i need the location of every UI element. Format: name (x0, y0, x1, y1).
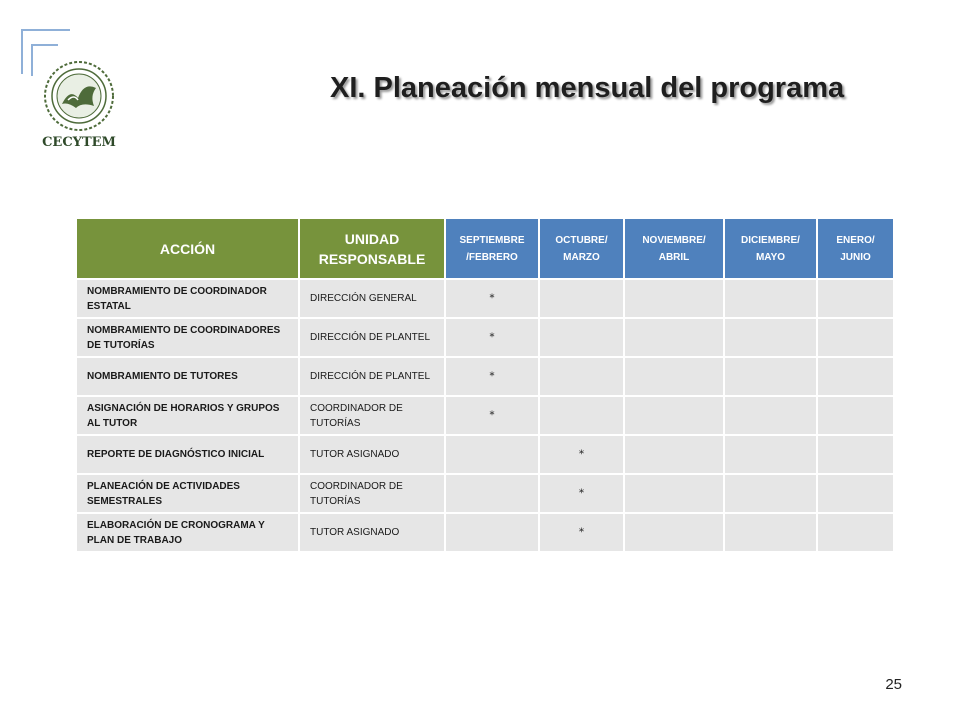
mark-cell (817, 357, 894, 396)
page-title: XI. Planeación mensual del programa (330, 72, 845, 104)
mark-cell (817, 474, 894, 513)
mark-cell (724, 396, 817, 435)
mark-cell (724, 318, 817, 357)
mark-cell (539, 318, 624, 357)
mark-cell (724, 474, 817, 513)
unidad-cell: COORDINADOR DE TUTORÍAS (299, 474, 445, 513)
header-septiembre-febrero: SEPTIEMBRE /FEBRERO (445, 218, 539, 279)
accion-cell: NOMBRAMIENTO DE TUTORES (76, 357, 299, 396)
mark-cell (724, 513, 817, 552)
mark-cell (624, 357, 724, 396)
mark-cell: * (445, 396, 539, 435)
mark-cell (624, 396, 724, 435)
header-noviembre-abril: NOVIEMBRE/ ABRIL (624, 218, 724, 279)
mark-cell: * (445, 318, 539, 357)
header-octubre-marzo: OCTUBRE/ MARZO (539, 218, 624, 279)
page-number: 25 (885, 676, 902, 693)
header-enero-junio: ENERO/ JUNIO (817, 218, 894, 279)
mark-cell (539, 279, 624, 318)
unidad-cell: TUTOR ASIGNADO (299, 513, 445, 552)
header-accion: ACCIÓN (76, 218, 299, 279)
table-row (76, 513, 894, 552)
mark-cell: * (539, 474, 624, 513)
logo-text: CECYTEM (42, 135, 116, 150)
mark-cell (817, 435, 894, 474)
mark-cell (539, 396, 624, 435)
unidad-cell: DIRECCIÓN DE PLANTEL (299, 318, 445, 357)
table-row (76, 396, 894, 435)
mark-cell (624, 435, 724, 474)
mark-cell (724, 357, 817, 396)
mark-cell (624, 474, 724, 513)
mark-cell (817, 318, 894, 357)
mark-cell (624, 318, 724, 357)
program-schedule-table (75, 217, 895, 553)
mark-cell (624, 513, 724, 552)
cecytem-logo (38, 58, 120, 150)
header-diciembre-mayo: DICIEMBRE/ MAYO (724, 218, 817, 279)
table-row (76, 435, 894, 474)
mark-cell (539, 357, 624, 396)
mark-cell: * (539, 513, 624, 552)
unidad-cell: DIRECCIÓN DE PLANTEL (299, 357, 445, 396)
mark-cell (817, 396, 894, 435)
table-header-row (76, 218, 894, 279)
mark-cell (445, 474, 539, 513)
mark-cell (445, 435, 539, 474)
unidad-cell: COORDINADOR DE TUTORÍAS (299, 396, 445, 435)
mark-cell (817, 513, 894, 552)
unidad-cell: DIRECCIÓN GENERAL (299, 279, 445, 318)
mark-cell (724, 435, 817, 474)
mark-cell (624, 279, 724, 318)
table-row (76, 357, 894, 396)
unidad-cell: TUTOR ASIGNADO (299, 435, 445, 474)
table-row (76, 279, 894, 318)
accion-cell: PLANEACIÓN DE ACTIVIDADES SEMESTRALES (76, 474, 299, 513)
table-row (76, 474, 894, 513)
mark-cell: * (445, 279, 539, 318)
mark-cell (724, 279, 817, 318)
mark-cell (817, 279, 894, 318)
accion-cell: ASIGNACIÓN DE HORARIOS Y GRUPOS AL TUTOR (76, 396, 299, 435)
table-row (76, 318, 894, 357)
mark-cell: * (539, 435, 624, 474)
accion-cell: REPORTE DE DIAGNÓSTICO INICIAL (76, 435, 299, 474)
accion-cell: ELABORACIÓN DE CRONOGRAMA Y PLAN DE TRABAJO (76, 513, 299, 552)
accion-cell: NOMBRAMIENTO DE COORDINADOR ESTATAL (76, 279, 299, 318)
accion-cell: NOMBRAMIENTO DE COORDINADORES DE TUTORÍAS (76, 318, 299, 357)
header-unidad-responsable: UNIDAD RESPONSABLE (299, 218, 445, 279)
mark-cell (445, 513, 539, 552)
mark-cell: * (445, 357, 539, 396)
